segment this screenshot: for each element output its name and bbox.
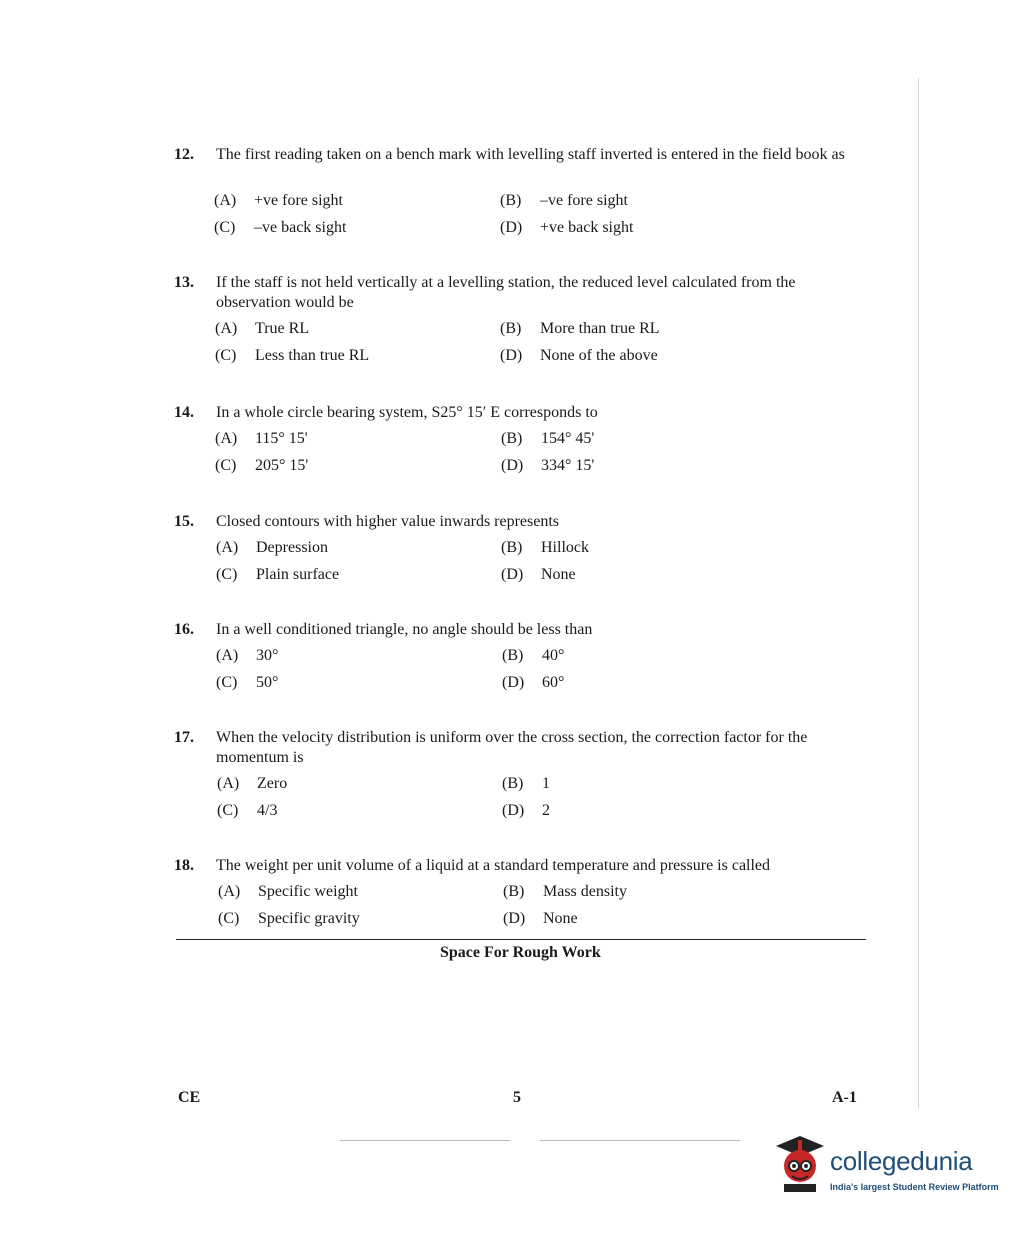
question-number: 16.	[174, 621, 194, 638]
question-12	[174, 145, 854, 165]
question-16	[174, 620, 854, 640]
option-a: (A) Depression	[216, 539, 328, 556]
option-c: (C) –ve back sight	[214, 219, 347, 236]
option-b: (B) Mass density	[503, 883, 627, 900]
option-d: (D) None of the above	[500, 347, 658, 364]
option-d: (D) +ve back sight	[500, 219, 634, 236]
option-b: (B) –ve fore sight	[500, 192, 628, 209]
option-b: (B) 154° 45'	[501, 430, 595, 447]
option-d: (D) None	[503, 910, 578, 927]
question-number: 14.	[174, 404, 194, 421]
option-c: (C) 4/3	[217, 802, 278, 819]
question-17	[174, 728, 854, 768]
question-text: When the velocity distribution is uniform over the cross section, the correction factor for the momentum is	[216, 729, 808, 766]
question-number: 12.	[174, 146, 194, 163]
question-13	[174, 273, 854, 313]
question-text: The weight per unit volume of a liquid at a standard temperature and pressure is called	[216, 857, 771, 874]
footer-page-number: 5	[513, 1089, 521, 1106]
option-d: (D) 60°	[502, 674, 565, 691]
option-c: (C) 50°	[216, 674, 279, 691]
brand-tagline: India's largest Student Review Platform	[830, 1182, 999, 1192]
question-text: In a well conditioned triangle, no angle should be less than	[216, 621, 593, 638]
option-d: (D) 334° 15'	[501, 457, 595, 474]
option-a: (A) 115° 15'	[215, 430, 308, 447]
scan-edge-line	[918, 78, 919, 1108]
option-a: (A) Specific weight	[218, 883, 358, 900]
option-d: (D) 2	[502, 802, 550, 819]
divider-rule	[176, 939, 866, 940]
option-a: (A) +ve fore sight	[214, 192, 343, 209]
option-a: (A) Zero	[217, 775, 288, 792]
question-text: In a whole circle bearing system, S25° 15′ E corresponds to	[216, 404, 598, 421]
question-number: 13.	[174, 274, 194, 291]
brand-name: collegedunia	[830, 1146, 973, 1176]
question-14	[174, 403, 854, 423]
option-b: (B) Hillock	[501, 539, 589, 556]
question-18	[174, 856, 854, 876]
option-d: (D) None	[501, 566, 576, 583]
option-c: (C) Less than true RL	[215, 347, 370, 364]
option-c: (C) Plain surface	[216, 566, 340, 583]
option-b: (B) 40°	[502, 647, 565, 664]
question-15	[174, 512, 854, 532]
question-number: 15.	[174, 513, 194, 530]
option-b: (B) 1	[502, 775, 550, 792]
collegedunia-watermark	[770, 1132, 1000, 1202]
option-a: (A) True RL	[215, 320, 310, 337]
question-text: Closed contours with higher value inwards represents	[216, 513, 560, 530]
question-text: The first reading taken on a bench mark with levelling staff inverted is entered in the field book as	[216, 146, 845, 163]
option-a: (A) 30°	[216, 647, 279, 664]
question-number: 17.	[174, 729, 194, 746]
option-b: (B) More than true RL	[500, 320, 660, 337]
footer-booklet-code: A-1	[832, 1089, 857, 1106]
scan-dash-line	[540, 1140, 740, 1141]
scan-dash-line	[340, 1140, 510, 1141]
mascot-logo-icon	[770, 1132, 826, 1196]
question-number: 18.	[174, 857, 194, 874]
rough-work-heading: Space For Rough Work	[440, 944, 601, 961]
option-c: (C) Specific gravity	[218, 910, 360, 927]
option-c: (C) 205° 15'	[215, 457, 309, 474]
question-text: If the staff is not held vertically at a levelling station, the reduced level calculated from the observation would be	[216, 274, 796, 311]
footer-subject-code: CE	[178, 1089, 201, 1106]
